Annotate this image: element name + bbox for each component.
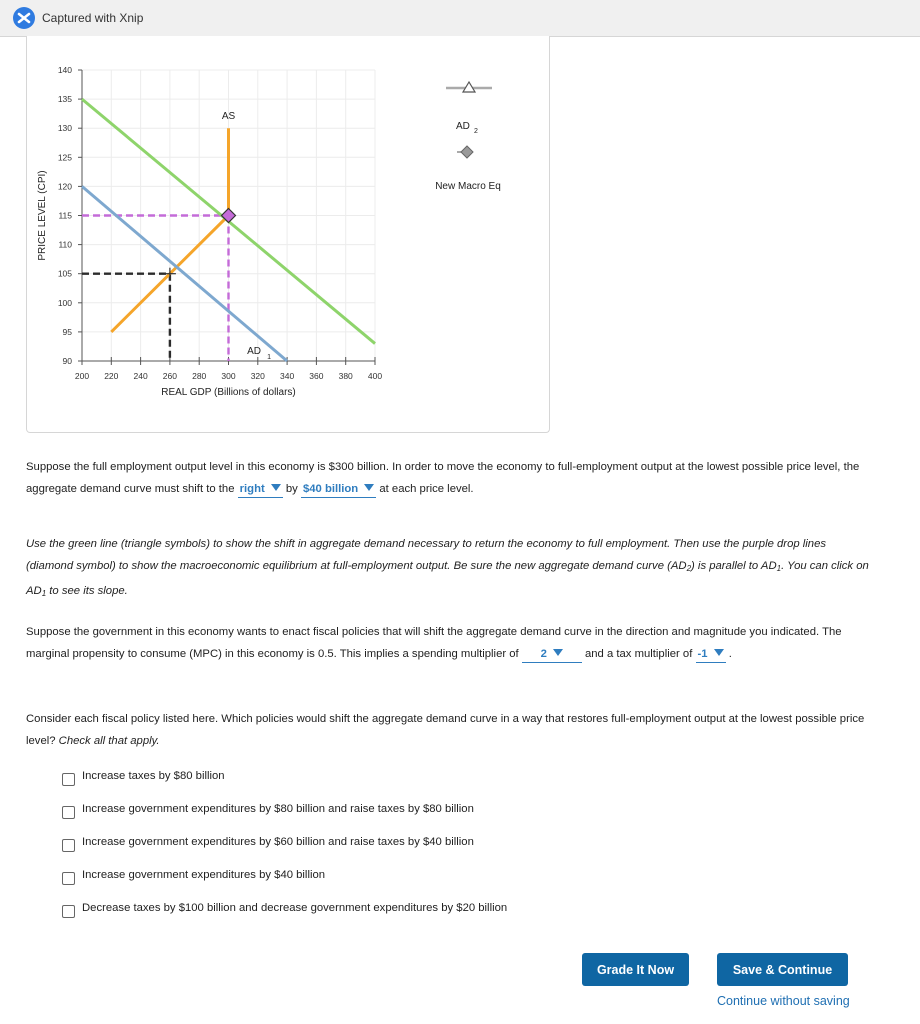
policy-option[interactable] (62, 770, 507, 803)
x-tick-label: 340 (280, 371, 295, 381)
instructions (26, 533, 876, 605)
y-tick-label: 95 (62, 326, 72, 337)
y-tick-label: 90 (62, 356, 72, 366)
q3-text: Consider each fiscal policy listed here. Which policies would shift the aggregate demand curve in a way that restores full-employment output at the lowest possible price level? (26, 713, 865, 747)
policy-options (62, 770, 507, 935)
direction-value: right (239, 483, 265, 495)
x-tick-label: 200 (74, 371, 90, 381)
q1-tail-text: at each price level. (379, 483, 474, 495)
direction-dropdown[interactable] (238, 482, 283, 498)
option-label: Decrease taxes by $100 billion and decrease government expenditures by $20 billion (82, 902, 508, 914)
grade-it-now-button[interactable]: Grade It Now (582, 953, 689, 986)
option-label: Increase government expenditures by $60 billion and raise taxes by $40 billion (82, 836, 474, 848)
y-tick-label: 130 (57, 123, 72, 134)
tax-multiplier-dropdown[interactable] (696, 647, 726, 663)
x-tick-label: 300 (221, 371, 236, 381)
instr-text-c: . You can click on AD (26, 560, 869, 597)
chevron-down-icon (714, 649, 724, 656)
checkbox[interactable] (62, 839, 75, 852)
question-2 (26, 621, 876, 665)
checkbox[interactable] (62, 905, 75, 918)
question-1 (26, 456, 876, 500)
x-tick-label: 260 (162, 371, 177, 381)
tax-multiplier-value: -1 (697, 648, 708, 660)
x-tick-label: 380 (338, 371, 353, 381)
capture-topbar (0, 0, 920, 37)
policy-option[interactable] (62, 836, 507, 869)
graph-panel (26, 36, 550, 433)
q2-mid-text: and a tax multiplier of (584, 648, 693, 660)
legend-ad2-label-sub: 2 (474, 128, 478, 135)
y-tick-label: 120 (57, 181, 72, 192)
chevron-down-icon (553, 649, 563, 656)
instr-sub-2: 2 (686, 564, 692, 573)
legend-ad2-label: AD (456, 121, 470, 132)
option-label: Increase taxes by $80 billion (82, 770, 225, 782)
option-label: Increase government expenditures by $40 billion (82, 869, 326, 881)
x-tick-label: 400 (367, 371, 383, 381)
legend-diamond-icon (461, 146, 473, 158)
instr-sub-1a: 1 (776, 564, 782, 573)
policy-option[interactable] (62, 869, 507, 902)
x-tick-label: 320 (250, 371, 265, 381)
instr-text-a: Use the green line (triangle symbols) to show the shift in aggregate demand necessary to return the economy to full employment. Then use the purple drop lines (diamond symbol) to show the macroeconomic equilibrium at full-employment output. Be sure the new aggregate demand curve (AD (26, 538, 827, 572)
policy-option[interactable] (62, 902, 507, 935)
x-axis-title: REAL GDP (Billions of dollars) (161, 387, 296, 398)
x-tick-label: 280 (192, 371, 207, 381)
spending-multiplier-dropdown[interactable] (522, 647, 582, 663)
save-continue-button[interactable]: Save & Continue (717, 953, 848, 986)
x-tick-label: 220 (104, 371, 119, 381)
q1-by-text: by (285, 483, 298, 495)
y-tick-label: 105 (57, 268, 72, 279)
y-tick-label: 125 (57, 152, 72, 163)
instr-text-b: ) is parallel to AD (691, 560, 777, 572)
amount-dropdown[interactable] (301, 482, 376, 498)
ad1-label-sub: 1 (267, 354, 272, 361)
y-tick-label: 140 (57, 65, 72, 75)
spending-multiplier-value: 2 (540, 648, 547, 660)
x-tick-label: 240 (133, 371, 148, 381)
option-label: Increase government expenditures by $80 billion and raise taxes by $80 billion (82, 803, 474, 815)
q2-text: Suppose the government in this economy wants to enact fiscal policies that will shift the aggregate demand curve in the direction and magnitude you indicated. The marginal propensity to consume (MPC) in this economy is 0.5. This implies a spending multiplier of (26, 626, 842, 660)
q3-hint: Check all that apply. (58, 735, 160, 747)
instr-text-d: to see its slope. (46, 585, 128, 597)
ad1-label: AD (247, 346, 262, 357)
chevron-down-icon (364, 484, 374, 491)
continue-without-saving-link[interactable]: Continue without saving (717, 994, 850, 1008)
as-label: AS (221, 111, 236, 123)
amount-value: $40 billion (302, 483, 359, 495)
checkbox[interactable] (62, 773, 75, 786)
checkbox[interactable] (62, 872, 75, 885)
q2-tail-text: . (728, 648, 732, 660)
topbar-title: Captured with Xnip (42, 11, 144, 25)
y-tick-label: 110 (58, 239, 72, 250)
legend-eq-label: New Macro Eq (435, 181, 501, 192)
chevron-down-icon (271, 484, 281, 491)
xnip-logo-icon (12, 6, 36, 30)
y-tick-label: 100 (57, 297, 72, 308)
question-3 (26, 708, 876, 752)
checkbox[interactable] (62, 806, 75, 819)
policy-option[interactable] (62, 803, 507, 836)
instr-sub-1b: 1 (41, 589, 47, 598)
y-tick-label: 115 (58, 210, 72, 221)
x-tick-label: 360 (309, 371, 324, 381)
q1-text: Suppose the full employment output level in this economy is $300 billion. In order to move the economy to full-employment output at the lowest possible price level, the aggregate demand curve must shift to the (26, 461, 860, 495)
ad-as-chart[interactable] (27, 36, 549, 432)
y-tick-label: 135 (57, 94, 72, 105)
y-axis-title: PRICE LEVEL (CPI) (37, 170, 48, 261)
